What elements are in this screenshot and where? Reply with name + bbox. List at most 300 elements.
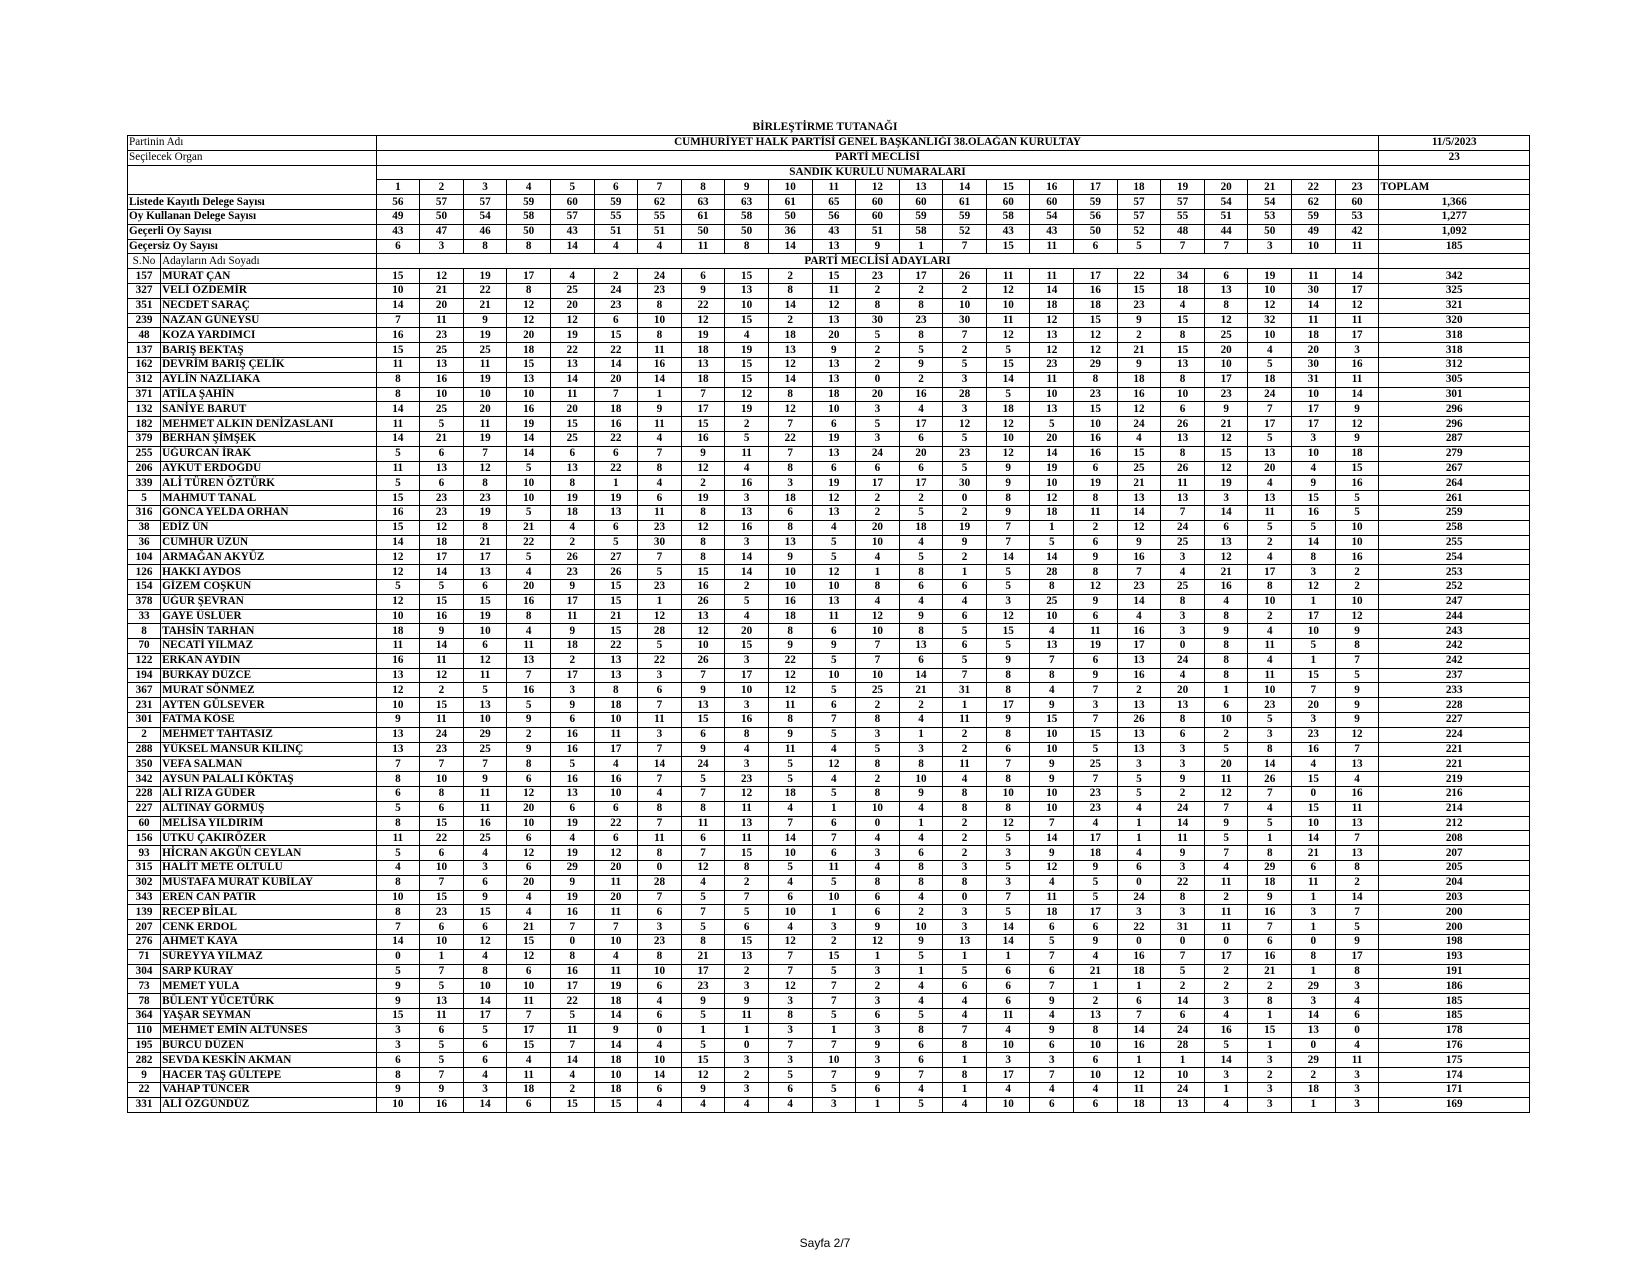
candidate-vote: 10 (1248, 328, 1292, 343)
candidate-vote: 11 (420, 653, 464, 668)
candidate-row (128, 357, 1530, 372)
candidate-vote: 31 (943, 683, 987, 698)
stat-value: 9 (856, 239, 900, 254)
candidate-name: HACER TAŞ GÜLTEPE (161, 1068, 377, 1083)
candidate-vote: 12 (1074, 579, 1118, 594)
candidate-vote: 3 (1335, 1097, 1379, 1112)
candidate-vote: 1 (899, 727, 943, 742)
candidate-vote: 0 (638, 861, 682, 876)
candidate-vote: 4 (899, 890, 943, 905)
candidate-vote: 3 (768, 994, 812, 1009)
candidate-vote: 5 (856, 742, 900, 757)
candidate-total: 253 (1379, 565, 1530, 580)
candidate-total: 342 (1379, 269, 1530, 284)
candidate-sno: 227 (128, 801, 161, 816)
candidate-vote: 9 (1030, 772, 1074, 787)
candidate-vote: 14 (1292, 831, 1336, 846)
candidate-row (128, 520, 1530, 535)
candidate-vote: 30 (638, 535, 682, 550)
candidate-vote: 4 (768, 920, 812, 935)
candidate-row (128, 964, 1530, 979)
candidate-vote: 6 (986, 964, 1030, 979)
candidate-vote: 8 (768, 387, 812, 402)
candidate-name: MEHMET ALKIN DENİZASLANI (161, 417, 377, 432)
candidate-vote: 15 (463, 905, 507, 920)
candidate-name: UĞURCAN İRAK (161, 446, 377, 461)
candidate-vote: 1 (1292, 920, 1336, 935)
candidate-total: 301 (1379, 387, 1530, 402)
candidate-vote: 4 (463, 949, 507, 964)
candidate-vote: 6 (899, 846, 943, 861)
candidate-vote: 10 (899, 772, 943, 787)
candidate-vote: 9 (856, 1068, 900, 1083)
candidate-vote: 15 (1204, 446, 1248, 461)
stat-value: 57 (550, 209, 594, 224)
stat-value: 14 (550, 239, 594, 254)
candidate-name: UTKU ÇAKIRÖZER (161, 831, 377, 846)
candidate-vote: 8 (1161, 372, 1205, 387)
ballot-number: 16 (1030, 180, 1074, 195)
candidate-vote: 4 (899, 831, 943, 846)
candidate-vote: 21 (681, 949, 725, 964)
candidate-vote: 3 (856, 1023, 900, 1038)
candidate-vote: 8 (768, 713, 812, 728)
candidate-vote: 1 (1030, 520, 1074, 535)
candidate-vote: 7 (638, 698, 682, 713)
candidate-vote: 10 (463, 979, 507, 994)
candidate-vote: 13 (594, 505, 638, 520)
candidate-vote: 6 (943, 639, 987, 654)
candidate-vote: 2 (943, 816, 987, 831)
candidate-vote: 8 (1335, 964, 1379, 979)
candidate-name: BURKAY DÜZCE (161, 668, 377, 683)
candidate-vote: 10 (1030, 609, 1074, 624)
candidate-vote: 4 (507, 565, 551, 580)
candidate-vote: 13 (594, 653, 638, 668)
candidate-vote: 3 (725, 698, 769, 713)
candidate-vote: 7 (550, 1038, 594, 1053)
candidate-vote: 5 (1248, 431, 1292, 446)
candidate-vote: 15 (1074, 727, 1118, 742)
candidate-vote: 21 (1117, 343, 1161, 358)
candidate-vote: 7 (681, 846, 725, 861)
candidate-total: 264 (1379, 476, 1530, 491)
candidate-vote: 1 (638, 387, 682, 402)
candidate-vote: 7 (1030, 653, 1074, 668)
candidate-vote: 4 (681, 875, 725, 890)
candidate-vote: 7 (986, 520, 1030, 535)
candidate-vote: 21 (507, 920, 551, 935)
candidate-row (128, 565, 1530, 580)
candidate-vote: 22 (1117, 269, 1161, 284)
candidate-vote: 6 (1161, 727, 1205, 742)
candidate-name: NECATİ YILMAZ (161, 639, 377, 654)
candidate-vote: 14 (1117, 1023, 1161, 1038)
candidate-vote: 16 (725, 476, 769, 491)
candidate-vote: 9 (1248, 890, 1292, 905)
candidate-vote: 2 (1204, 890, 1248, 905)
candidate-vote: 4 (812, 742, 856, 757)
candidate-vote: 10 (420, 772, 464, 787)
candidate-sno: 122 (128, 653, 161, 668)
candidate-vote: 5 (681, 920, 725, 935)
candidate-vote: 8 (550, 476, 594, 491)
candidate-vote: 4 (1248, 550, 1292, 565)
candidate-vote: 0 (1117, 935, 1161, 950)
candidate-vote: 3 (768, 476, 812, 491)
candidate-vote: 12 (638, 609, 682, 624)
candidate-vote: 11 (1074, 505, 1118, 520)
candidate-vote: 22 (768, 431, 812, 446)
candidate-vote: 4 (1030, 683, 1074, 698)
candidate-row (128, 639, 1530, 654)
candidate-vote: 10 (594, 713, 638, 728)
stat-value: 43 (812, 224, 856, 239)
ballot-number: 6 (594, 180, 638, 195)
stat-value: 56 (812, 209, 856, 224)
candidate-row (128, 1068, 1530, 1083)
candidate-vote: 11 (376, 639, 420, 654)
candidate-vote: 11 (768, 698, 812, 713)
candidate-vote: 26 (681, 594, 725, 609)
candidate-vote: 5 (768, 772, 812, 787)
document-title: BİRLEŞTİRME TUTANAĞI (752, 121, 898, 133)
candidate-vote: 14 (507, 431, 551, 446)
candidate-vote: 8 (986, 801, 1030, 816)
candidate-vote: 8 (681, 505, 725, 520)
stat-value: 57 (463, 195, 507, 210)
candidate-vote: 7 (812, 994, 856, 1009)
candidate-vote: 15 (681, 565, 725, 580)
candidate-vote: 12 (856, 609, 900, 624)
candidate-vote: 6 (507, 831, 551, 846)
stat-value: 15 (986, 239, 1030, 254)
candidate-vote: 16 (1248, 905, 1292, 920)
candidate-vote: 6 (856, 1009, 900, 1024)
candidate-vote: 14 (463, 1097, 507, 1112)
candidate-vote: 17 (1248, 417, 1292, 432)
candidate-vote: 4 (856, 550, 900, 565)
candidate-vote: 8 (638, 328, 682, 343)
stat-value: 56 (376, 195, 420, 210)
stat-value: 52 (943, 224, 987, 239)
candidate-vote: 8 (376, 875, 420, 890)
candidate-vote: 3 (1292, 994, 1336, 1009)
candidate-vote: 10 (1335, 535, 1379, 550)
candidate-vote: 11 (463, 668, 507, 683)
candidate-vote: 9 (1204, 816, 1248, 831)
candidate-vote: 13 (812, 446, 856, 461)
candidate-vote: 10 (1248, 683, 1292, 698)
candidate-vote: 12 (681, 461, 725, 476)
candidate-vote: 9 (376, 1083, 420, 1098)
candidate-vote: 26 (550, 550, 594, 565)
candidate-vote: 4 (768, 875, 812, 890)
candidate-vote: 13 (420, 461, 464, 476)
candidate-vote: 10 (1248, 594, 1292, 609)
candidate-vote: 6 (1074, 1053, 1118, 1068)
candidate-vote: 7 (812, 831, 856, 846)
candidate-vote: 6 (812, 417, 856, 432)
candidate-vote: 21 (899, 683, 943, 698)
candidates-header-row (128, 254, 1530, 269)
candidate-vote: 8 (899, 757, 943, 772)
candidate-vote: 12 (681, 520, 725, 535)
candidate-name: HAKKI AYDOS (161, 565, 377, 580)
ballot-header-row (128, 165, 1530, 180)
candidate-vote: 23 (420, 505, 464, 520)
candidate-vote: 14 (1335, 890, 1379, 905)
candidate-vote: 25 (550, 283, 594, 298)
candidate-vote: 4 (1117, 846, 1161, 861)
candidate-vote: 12 (681, 1068, 725, 1083)
candidate-vote: 8 (376, 372, 420, 387)
candidate-vote: 5 (507, 550, 551, 565)
candidate-row (128, 668, 1530, 683)
candidate-vote: 7 (420, 757, 464, 772)
candidate-vote: 5 (986, 639, 1030, 654)
candidate-vote: 12 (1117, 402, 1161, 417)
candidate-vote: 28 (1030, 565, 1074, 580)
candidate-vote: 4 (638, 787, 682, 802)
candidate-vote: 9 (1335, 713, 1379, 728)
candidate-vote: 8 (1161, 890, 1205, 905)
candidate-vote: 22 (507, 535, 551, 550)
stat-value: 58 (899, 224, 943, 239)
candidate-vote: 22 (1117, 920, 1161, 935)
candidate-vote: 12 (420, 269, 464, 284)
candidate-name: BÜLENT YÜCETÜRK (161, 994, 377, 1009)
candidate-vote: 1 (681, 1023, 725, 1038)
candidate-vote: 4 (725, 609, 769, 624)
candidate-total: 200 (1379, 905, 1530, 920)
candidate-vote: 14 (1030, 446, 1074, 461)
candidate-vote: 8 (856, 875, 900, 890)
candidate-vote: 3 (812, 920, 856, 935)
candidate-vote: 1 (1292, 594, 1336, 609)
stat-value: 4 (594, 239, 638, 254)
stat-value: 54 (1030, 209, 1074, 224)
candidate-vote: 15 (1161, 343, 1205, 358)
candidate-vote: 5 (594, 535, 638, 550)
stat-total: 1,366 (1379, 195, 1530, 210)
candidate-vote: 4 (943, 594, 987, 609)
candidate-vote: 7 (1117, 1009, 1161, 1024)
candidate-vote: 4 (899, 1083, 943, 1098)
candidate-vote: 6 (594, 831, 638, 846)
stat-value: 59 (943, 209, 987, 224)
candidate-vote: 9 (1030, 698, 1074, 713)
candidate-vote: 4 (1204, 1097, 1248, 1112)
candidate-vote: 1 (594, 476, 638, 491)
candidate-vote: 12 (812, 565, 856, 580)
candidate-vote: 11 (1161, 476, 1205, 491)
candidate-vote: 17 (1074, 831, 1118, 846)
candidate-vote: 10 (856, 624, 900, 639)
candidate-vote: 8 (681, 535, 725, 550)
candidate-vote: 5 (768, 861, 812, 876)
candidate-vote: 11 (594, 727, 638, 742)
candidate-vote: 15 (507, 935, 551, 950)
ballot-number: 13 (899, 180, 943, 195)
candidate-vote: 10 (463, 387, 507, 402)
candidate-vote: 8 (943, 1068, 987, 1083)
candidate-vote: 23 (420, 491, 464, 506)
header-blank (128, 165, 377, 195)
candidate-vote: 7 (1292, 683, 1336, 698)
candidate-vote: 13 (1161, 1097, 1205, 1112)
candidate-vote: 2 (1204, 727, 1248, 742)
candidate-vote: 23 (1074, 801, 1118, 816)
candidate-vote: 4 (1074, 1083, 1118, 1098)
candidate-vote: 13 (812, 505, 856, 520)
candidate-vote: 7 (812, 1068, 856, 1083)
candidate-vote: 1 (1248, 1009, 1292, 1024)
candidate-vote: 7 (376, 313, 420, 328)
candidate-vote: 6 (507, 772, 551, 787)
candidate-vote: 12 (681, 624, 725, 639)
candidate-vote: 18 (812, 387, 856, 402)
candidate-vote: 5 (1030, 935, 1074, 950)
candidate-vote: 12 (986, 328, 1030, 343)
candidate-vote: 19 (550, 491, 594, 506)
candidate-vote: 0 (1335, 1023, 1379, 1038)
candidate-vote: 11 (1117, 1083, 1161, 1098)
candidate-vote: 7 (638, 890, 682, 905)
candidate-vote: 3 (768, 1023, 812, 1038)
candidate-vote: 6 (507, 964, 551, 979)
candidate-total: 186 (1379, 979, 1530, 994)
candidate-vote: 5 (1117, 787, 1161, 802)
candidate-vote: 12 (1335, 727, 1379, 742)
candidate-vote: 12 (1074, 328, 1118, 343)
candidate-vote: 4 (725, 1097, 769, 1112)
candidate-vote: 1 (725, 1023, 769, 1038)
candidate-vote: 12 (376, 683, 420, 698)
candidate-vote: 10 (986, 1038, 1030, 1053)
candidate-row (128, 787, 1530, 802)
candidate-vote: 10 (943, 298, 987, 313)
candidate-vote: 9 (943, 535, 987, 550)
candidate-vote: 5 (725, 431, 769, 446)
candidate-total: 252 (1379, 579, 1530, 594)
candidate-vote: 15 (420, 890, 464, 905)
candidate-vote: 6 (856, 1083, 900, 1098)
candidate-vote: 9 (1030, 757, 1074, 772)
candidate-vote: 5 (420, 1038, 464, 1053)
candidate-name: ERKAN AYDIN (161, 653, 377, 668)
candidate-vote: 14 (986, 372, 1030, 387)
candidate-vote: 8 (507, 609, 551, 624)
candidate-vote: 5 (812, 1009, 856, 1024)
candidate-total: 242 (1379, 639, 1530, 654)
candidate-vote: 23 (856, 269, 900, 284)
candidate-vote: 2 (1335, 875, 1379, 890)
candidate-vote: 12 (725, 387, 769, 402)
candidate-vote: 3 (1161, 861, 1205, 876)
candidate-sno: 206 (128, 461, 161, 476)
stat-value: 61 (681, 209, 725, 224)
candidate-vote: 2 (856, 357, 900, 372)
candidate-vote: 0 (943, 491, 987, 506)
candidate-vote: 7 (681, 387, 725, 402)
candidate-vote: 25 (856, 683, 900, 698)
candidate-vote: 0 (1161, 639, 1205, 654)
candidate-vote: 6 (1204, 269, 1248, 284)
candidate-vote: 13 (1117, 653, 1161, 668)
stat-row (128, 195, 1530, 210)
candidate-vote: 14 (420, 565, 464, 580)
candidate-vote: 5 (1161, 964, 1205, 979)
candidate-vote: 20 (1292, 343, 1336, 358)
candidate-name: MUSTAFA MURAT KUBİLAY (161, 875, 377, 890)
candidate-vote: 1 (1204, 683, 1248, 698)
candidate-vote: 1 (1292, 1097, 1336, 1112)
candidate-vote: 3 (725, 1083, 769, 1098)
candidate-vote: 1 (812, 1023, 856, 1038)
candidate-vote: 2 (725, 1068, 769, 1083)
candidate-vote: 13 (507, 372, 551, 387)
candidate-vote: 6 (1074, 653, 1118, 668)
candidate-vote: 9 (899, 609, 943, 624)
candidate-vote: 9 (1335, 683, 1379, 698)
candidate-vote: 5 (943, 964, 987, 979)
candidate-vote: 13 (594, 668, 638, 683)
stat-value: 54 (463, 209, 507, 224)
candidate-vote: 2 (725, 875, 769, 890)
candidate-vote: 5 (550, 1009, 594, 1024)
candidate-vote: 4 (638, 1097, 682, 1112)
candidate-vote: 6 (1292, 861, 1336, 876)
candidate-vote: 2 (1074, 994, 1118, 1009)
candidate-vote: 12 (420, 520, 464, 535)
candidate-vote: 12 (856, 935, 900, 950)
candidate-vote: 14 (1204, 505, 1248, 520)
candidate-vote: 11 (550, 387, 594, 402)
candidate-row (128, 875, 1530, 890)
candidate-vote: 11 (463, 787, 507, 802)
candidate-vote: 3 (725, 1053, 769, 1068)
candidate-vote: 12 (1335, 417, 1379, 432)
candidate-vote: 13 (1161, 357, 1205, 372)
candidate-vote: 10 (507, 476, 551, 491)
candidate-vote: 4 (899, 979, 943, 994)
candidate-vote: 8 (943, 801, 987, 816)
candidate-vote: 4 (856, 594, 900, 609)
candidate-name: BARIŞ BEKTAŞ (161, 343, 377, 358)
candidate-vote: 17 (1292, 609, 1336, 624)
candidate-vote: 17 (1335, 949, 1379, 964)
candidate-vote: 4 (1117, 431, 1161, 446)
candidate-vote: 19 (463, 269, 507, 284)
candidate-vote: 24 (1117, 890, 1161, 905)
candidate-vote: 9 (681, 1083, 725, 1098)
candidate-vote: 26 (1161, 417, 1205, 432)
candidate-vote: 1 (1248, 831, 1292, 846)
candidate-total: 255 (1379, 535, 1530, 550)
candidate-vote: 8 (899, 328, 943, 343)
candidate-vote: 7 (507, 668, 551, 683)
candidate-vote: 24 (681, 757, 725, 772)
results-table (127, 135, 1530, 1113)
candidate-vote: 7 (1335, 742, 1379, 757)
candidate-vote: 6 (550, 801, 594, 816)
candidate-vote: 3 (856, 994, 900, 1009)
candidate-sno: 110 (128, 1023, 161, 1038)
candidate-vote: 15 (1030, 713, 1074, 728)
candidate-vote: 16 (376, 505, 420, 520)
candidate-total: 221 (1379, 742, 1530, 757)
